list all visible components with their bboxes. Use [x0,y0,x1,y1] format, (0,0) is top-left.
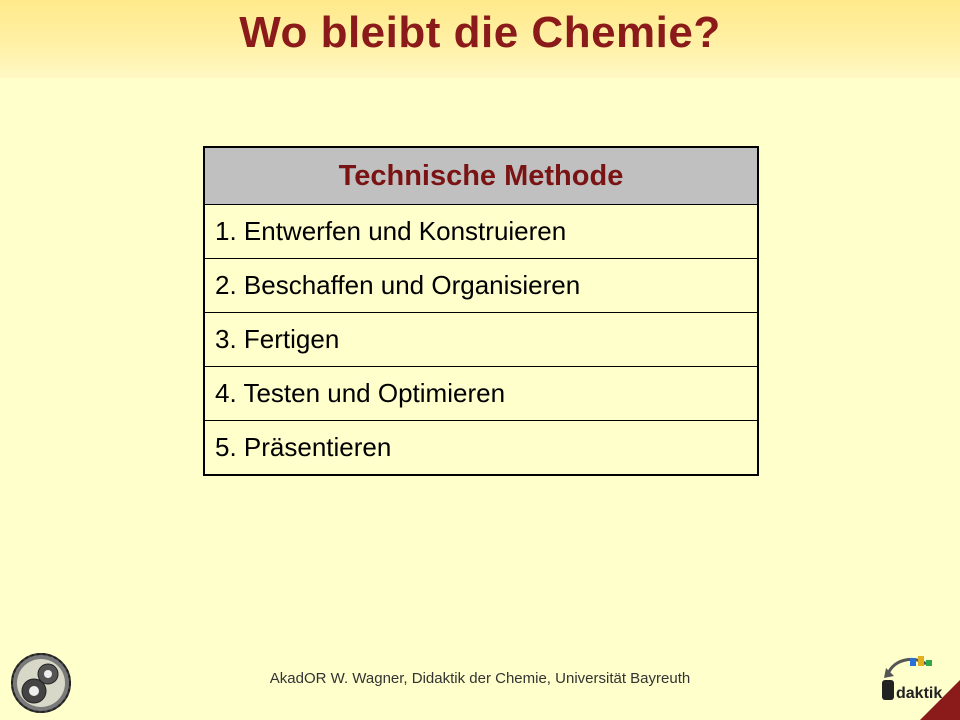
slide-title: Wo bleibt die Chemie? [239,8,721,57]
method-table [203,146,759,476]
table-cell: 3. Fertigen [204,313,758,367]
didaktik-logo-text: daktik [896,685,943,702]
table-header-row [204,147,758,205]
table-row [204,205,758,259]
table-row [204,367,758,421]
table-cell: 2. Beschaffen und Organisieren [204,259,758,313]
footer-credit: AkadOR W. Wagner, Didaktik der Chemie, Universität Bayreuth [269,670,691,687]
table-cell: 5. Präsentieren [204,421,758,476]
table-cell: 1. Entwerfen und Konstruieren [204,205,758,259]
table-cell: 4. Testen und Optimieren [204,367,758,421]
corner-triangle [920,680,960,720]
table-header: Technische Methode [204,147,758,205]
table-row [204,259,758,313]
table-row [204,421,758,476]
table-row [204,313,758,367]
